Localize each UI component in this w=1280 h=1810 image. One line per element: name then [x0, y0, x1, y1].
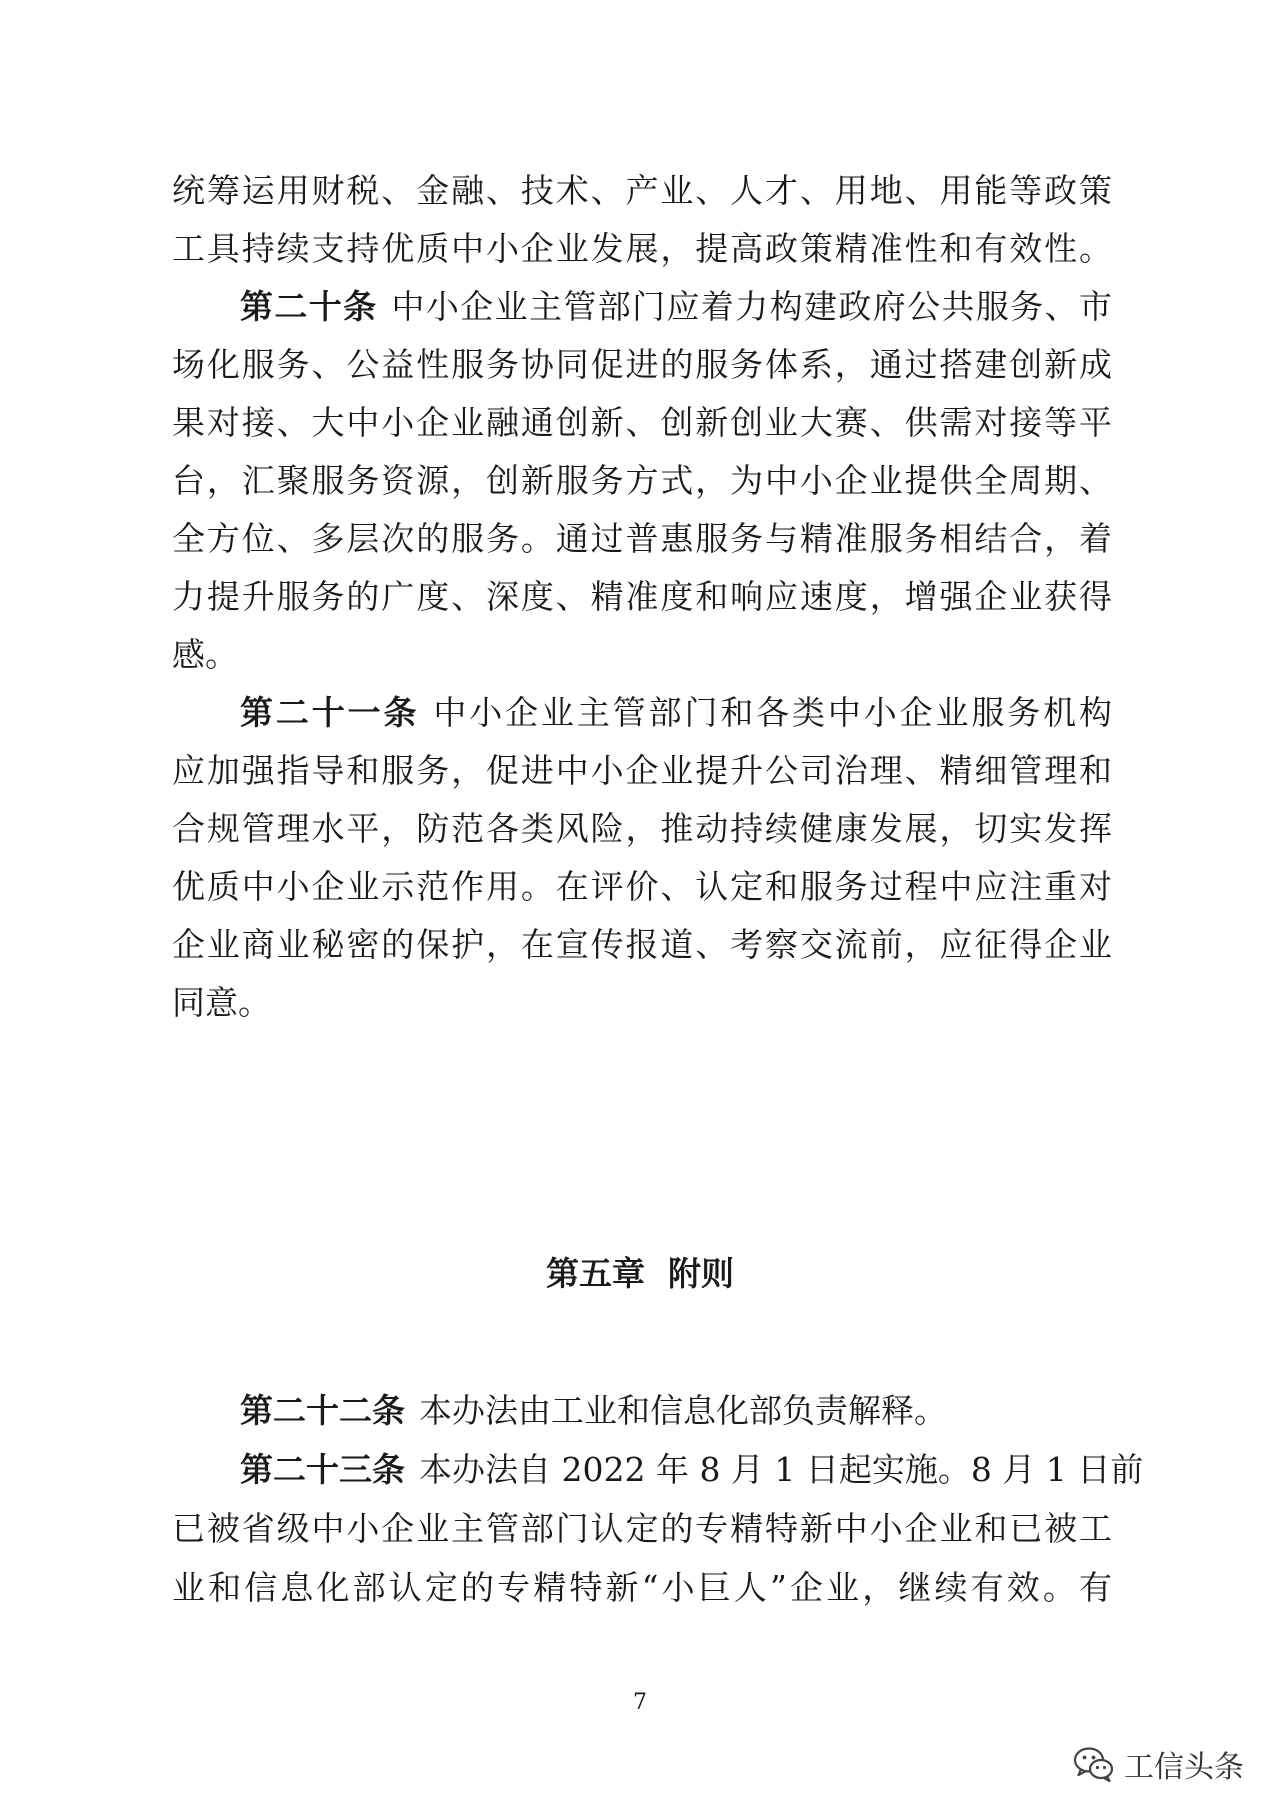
wechat-icon [1072, 1744, 1116, 1784]
chapter-heading: 第五章 附则 [546, 1254, 734, 1293]
text-line: 台，汇聚服务资源，创新服务方式，为中小企业提供全周期、 [172, 461, 1112, 500]
article-number: 第二十三条 [240, 1450, 405, 1489]
text-line: 力提升服务的广度、深度、精准度和响应速度，增强企业获得 [172, 577, 1112, 616]
watermark-text: 工信头条 [1124, 1750, 1244, 1785]
text-line: 合规管理水平，防范各类风险，推动持续健康发展，切实发挥 [172, 809, 1112, 848]
text-line: 同意。 [172, 983, 271, 1022]
text-line: 企业商业秘密的保护，在宣传报道、考察交流前，应征得企业 [172, 925, 1112, 964]
article-23-line: 第二十三条 本办法自 2022 年 8 月 1 日起实施。8 月 1 日前 [240, 1450, 1144, 1489]
article-number: 第二十二条 [240, 1391, 405, 1430]
text-line: 场化服务、公益性服务协同促进的服务体系，通过搭建创新成 [172, 345, 1112, 384]
article-20-line: 第二十条 中小企业主管部门应着力构建政府公共服务、市 [240, 287, 1112, 326]
article-number: 第二十一条 [240, 693, 420, 732]
watermark [1072, 1742, 1244, 1786]
text-line: 已被省级中小企业主管部门认定的专精特新中小企业和已被工 [172, 1509, 1112, 1548]
article-number: 第二十条 [240, 287, 378, 326]
article-21-line: 第二十一条 中小企业主管部门和各类中小企业服务机构 [240, 693, 1113, 732]
text-line: 业和信息化部认定的专精特新“小巨人”企业，继续有效。有 [172, 1568, 1112, 1607]
text-line: 感。 [172, 635, 238, 674]
text-line: 统筹运用财税、金融、技术、产业、人才、用地、用能等政策 [172, 171, 1112, 210]
text-line: 工具持续支持优质中小企业发展，提高政策精准性和有效性。 [172, 229, 1112, 268]
text-line: 应加强指导和服务，促进中小企业提升公司治理、精细管理和 [172, 751, 1112, 790]
text-line: 全方位、多层次的服务。通过普惠服务与精准服务相结合，着 [172, 519, 1112, 558]
text-line: 优质中小企业示范作用。在评价、认定和服务过程中应注重对 [172, 867, 1112, 906]
text-line: 果对接、大中小企业融通创新、创新创业大赛、供需对接等平 [172, 403, 1112, 442]
article-22-line: 第二十二条 本办法由工业和信息化部负责解释。 [240, 1391, 947, 1430]
page-number: 7 [633, 1690, 647, 1715]
